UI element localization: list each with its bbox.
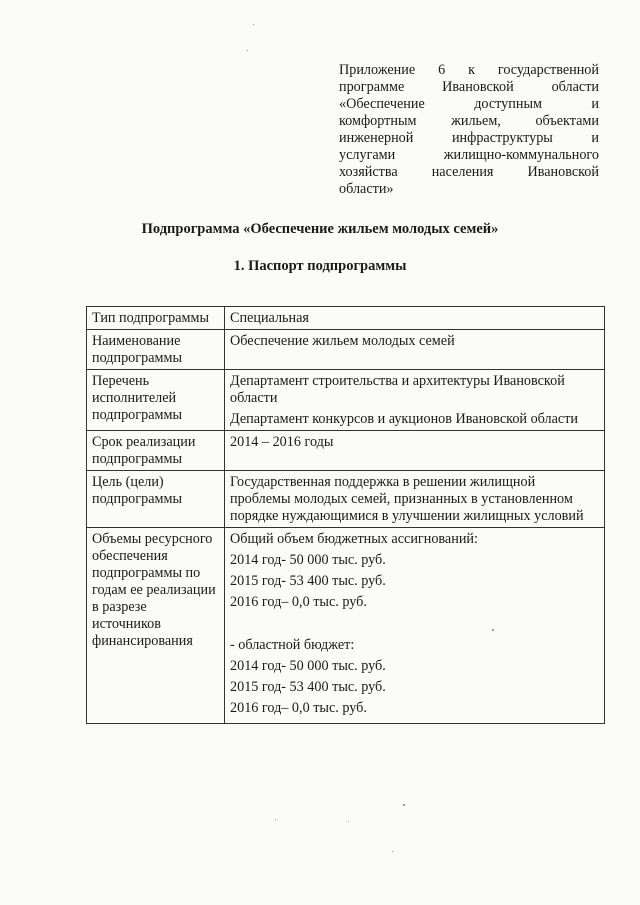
row-value [225, 528, 605, 724]
row-value: Обеспечение жильем молодых семей [225, 330, 605, 370]
scan-speck [403, 804, 405, 806]
table-row [87, 330, 605, 370]
row-label: Объемы ресурсного обеспечения подпрограммы по годам ее реализации в разрезе источников финансирования [87, 528, 225, 724]
scan-speck [392, 851, 393, 852]
table-row [87, 370, 605, 431]
row-label: Тип подпрограммы [87, 307, 225, 330]
table-row [87, 471, 605, 528]
funding-line: 2014 год- 50 000 тыс. руб. [230, 658, 386, 674]
funding-line: 2015 год- 53 400 тыс. руб. [230, 573, 386, 589]
executor-item: Департамент конкурсов и аукционов Ивановской области [230, 411, 578, 427]
row-label: Перечень исполнителей подпрограммы [87, 370, 225, 431]
row-label: Наименование подпрограммы [87, 330, 225, 370]
row-value: Специальная [225, 307, 605, 330]
funding-line: 2016 год– 0,0 тыс. руб. [230, 594, 367, 610]
row-label: Цель (цели) подпрограммы [87, 471, 225, 528]
executor-item: Департамент строительства и архитектуры Ивановской области [230, 373, 565, 406]
appendix-note [339, 62, 599, 198]
table-row [87, 307, 605, 330]
funding-regional-header: - областной бюджет: [230, 637, 355, 653]
funding-line: 2014 год- 50 000 тыс. руб. [230, 552, 386, 568]
appendix-line: комфортным жильем, объектами [339, 113, 599, 129]
appendix-line: программе Ивановской области [339, 79, 599, 95]
appendix-line: инженерной инфраструктуры и [339, 130, 599, 146]
appendix-line: «Обеспечение доступным и [339, 96, 599, 112]
funding-line: 2015 год- 53 400 тыс. руб. [230, 679, 386, 695]
scan-speck [492, 629, 494, 631]
spacer [230, 615, 599, 637]
row-label: Срок реализации подпрограммы [87, 431, 225, 471]
table-row [87, 528, 605, 724]
funding-line: 2016 год– 0,0 тыс. руб. [230, 700, 367, 716]
passport-table [86, 306, 605, 724]
table-row [87, 431, 605, 471]
scan-speck [275, 819, 276, 820]
appendix-line: хозяйства населения Ивановской [339, 164, 599, 180]
appendix-line: услугами жилищно-коммунального [339, 147, 599, 163]
appendix-line: области» [339, 181, 394, 197]
scan-speck [247, 50, 248, 51]
scan-speck [253, 24, 254, 25]
passport-title: 1. Паспорт подпрограммы [233, 258, 407, 274]
row-value: 2014 – 2016 годы [225, 431, 605, 471]
row-value: Государственная поддержка в решении жилищной проблемы молодых семей, признанных в установленном порядке нуждающимися в улучшении жилищных условий [225, 471, 605, 528]
funding-total-header: Общий объем бюджетных ассигнований: [230, 531, 478, 547]
scan-speck [348, 821, 349, 822]
row-value [225, 370, 605, 431]
appendix-line: Приложение 6 к государственной [339, 62, 599, 78]
subprogram-title: Подпрограмма «Обеспечение жильем молодых семей» [141, 221, 499, 237]
